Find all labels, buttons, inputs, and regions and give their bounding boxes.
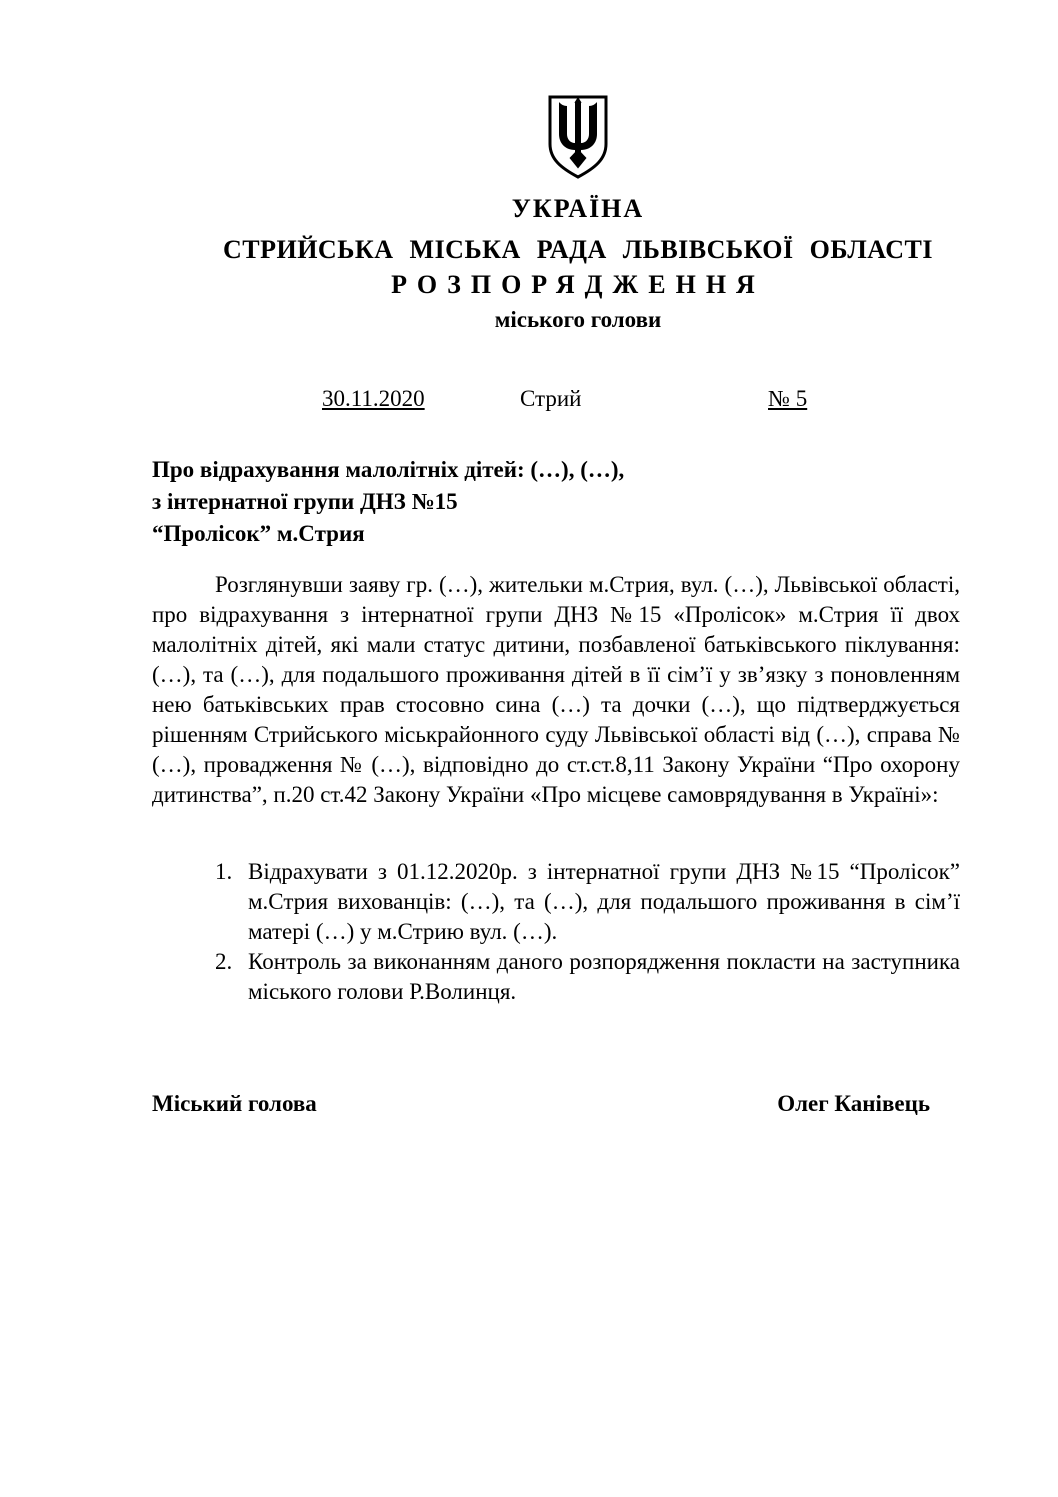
body-paragraph: Розглянувши заяву гр. (…), жительки м.Стрия, вул. (…), Львівської області, про відрахування з інтернатної групи ДНЗ №15 «Пролісок» м.Стрия її двох малолітніх дітей, які мали статус дитини, позбавленої батьківського піклування: (…), та (…), для подальшого проживання дітей в її сім’ї у зв’язку з поновленням нею батьківських прав стосовно сина (…) та дочки (…), що підтверджується рішенням Стрийського міськрайонного суду Львівської області від (…), справа № (…), провадження № (…), відповідно до ст.ст.8,11 Закону України “Про охорону дитинства”, п.20 ст.42 Закону України «Про місцеве самоврядування в Україні»:: [152, 572, 960, 807]
resolution-list: [215, 857, 960, 1007]
doc-place: Стрий: [520, 386, 582, 411]
list-item-number: 1.: [215, 859, 233, 884]
date-line: [152, 384, 960, 416]
tryzub-icon: [547, 94, 609, 180]
list-item-text: Відрахувати з 01.12.2020р. з інтернатної групи ДНЗ №15 “Пролісок” м.Стрия вихованців: (…), та (…), для подальшого проживання в сім’ї матері (…) у м.Стрию вул. (…).: [248, 859, 960, 944]
subject-line: з інтернатної групи ДНЗ №15: [152, 489, 458, 514]
organization-title: СТРИЙСЬКА МІСЬКА РАДА ЛЬВІВСЬКОЇ ОБЛАСТІ: [222, 235, 934, 264]
doc-type-title: РОЗПОРЯДЖЕННЯ: [391, 270, 765, 299]
subject-line: “Пролісок” м.Стрия: [152, 521, 365, 546]
doc-number: № 5: [768, 386, 808, 411]
list-item-number: 2.: [215, 949, 233, 974]
list-item: [215, 947, 960, 1007]
document-header: [98, 94, 1058, 332]
signatory-name: Олег Канівець: [777, 1091, 930, 1116]
coat-of-arms: [547, 94, 609, 180]
signature-row: [152, 1091, 930, 1117]
doc-date: 30.11.2020: [322, 386, 425, 411]
list-item: [215, 857, 960, 947]
subject-line: Про відрахування малолітніх дітей: (…), (…),: [152, 457, 625, 482]
doc-subtype: міського голови: [494, 307, 662, 332]
signatory-title: Міський голова: [152, 1091, 317, 1116]
country-title: УКРАЇНА: [511, 194, 645, 223]
list-item-text: Контроль за виконанням даного розпорядження покласти на заступника міського голови Р.Волинця.: [248, 949, 960, 1004]
subject-block: [152, 454, 772, 550]
